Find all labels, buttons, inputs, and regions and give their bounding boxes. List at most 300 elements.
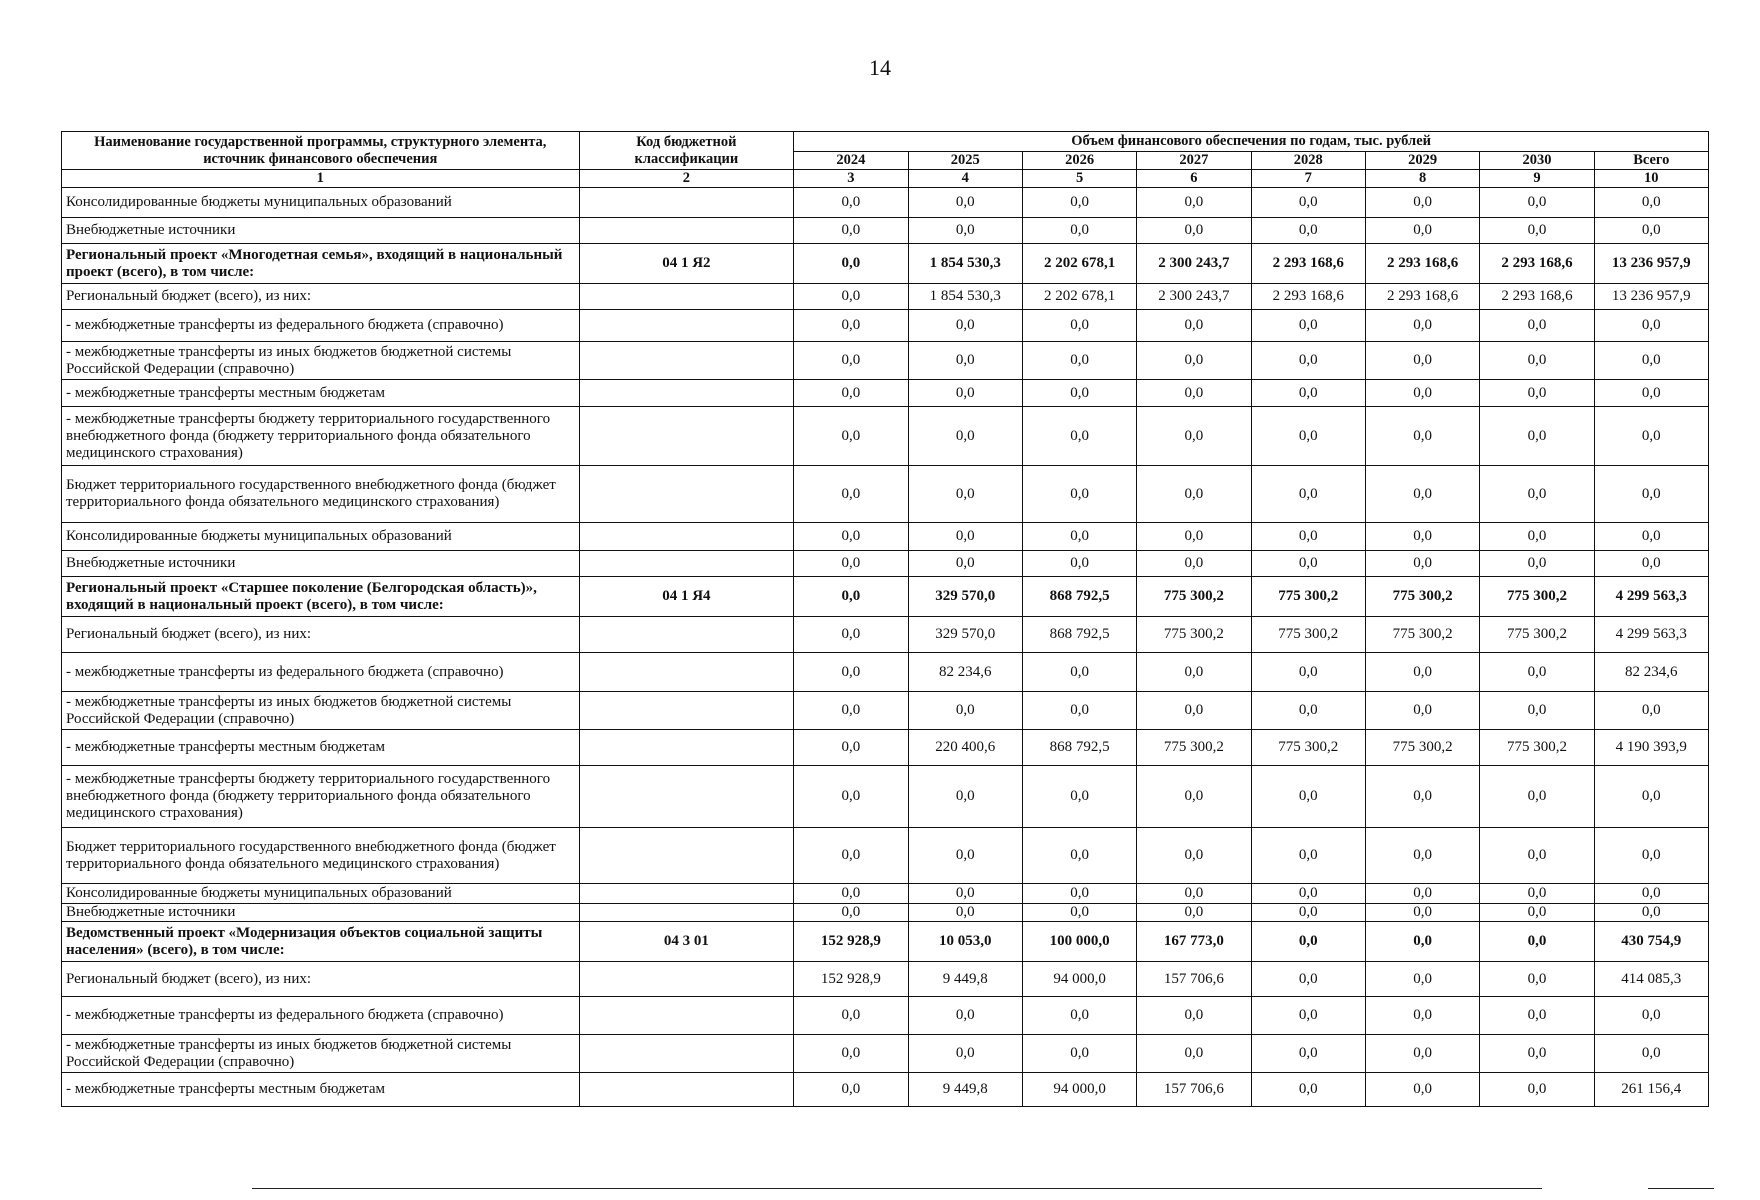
row-budget-code — [579, 617, 794, 653]
cell-2028: 2 293 168,6 — [1251, 284, 1365, 310]
table-row — [62, 1073, 1709, 1107]
header-year-2025: 2025 — [908, 152, 1022, 170]
row-budget-code — [579, 407, 794, 466]
cell-2030: 0,0 — [1480, 922, 1594, 962]
cell-total: 0,0 — [1594, 692, 1708, 730]
cell-2025: 0,0 — [908, 342, 1022, 380]
cell-2029: 0,0 — [1365, 962, 1479, 997]
cell-total: 0,0 — [1594, 310, 1708, 342]
row-name: Бюджет территориального государственного внебюджетного фонда (бюджет территориального фонда обязательного медицинского страхования) — [62, 466, 580, 523]
column-index: 6 — [1137, 170, 1251, 188]
header-code-column: Код бюджетной классификации — [579, 132, 794, 170]
cell-2026: 868 792,5 — [1022, 577, 1136, 617]
cell-total: 414 085,3 — [1594, 962, 1708, 997]
cell-2024: 0,0 — [794, 884, 908, 904]
cell-2028: 0,0 — [1251, 188, 1365, 218]
cell-2025: 0,0 — [908, 1035, 1022, 1073]
cell-2028: 0,0 — [1251, 884, 1365, 904]
cell-2028: 0,0 — [1251, 310, 1365, 342]
row-budget-code — [579, 1073, 794, 1107]
cell-total: 4 190 393,9 — [1594, 730, 1708, 766]
cell-2027: 0,0 — [1137, 766, 1251, 828]
cell-2030: 0,0 — [1480, 884, 1594, 904]
table-row — [62, 730, 1709, 766]
cell-2025: 329 570,0 — [908, 577, 1022, 617]
table-row — [62, 962, 1709, 997]
cell-2024: 0,0 — [794, 1073, 908, 1107]
cell-2024: 152 928,9 — [794, 962, 908, 997]
cell-2025: 0,0 — [908, 380, 1022, 407]
table-row — [62, 766, 1709, 828]
cell-2029: 0,0 — [1365, 1073, 1479, 1107]
cell-2025: 0,0 — [908, 692, 1022, 730]
cell-total: 0,0 — [1594, 380, 1708, 407]
cell-2028: 0,0 — [1251, 828, 1365, 884]
cell-2024: 0,0 — [794, 244, 908, 284]
cell-total: 0,0 — [1594, 1035, 1708, 1073]
cell-2028: 775 300,2 — [1251, 577, 1365, 617]
cell-total: 0,0 — [1594, 884, 1708, 904]
cell-2028: 0,0 — [1251, 904, 1365, 922]
cell-2025: 9 449,8 — [908, 962, 1022, 997]
table-row — [62, 188, 1709, 218]
cell-2025: 0,0 — [908, 523, 1022, 551]
header-year-2027: 2027 — [1137, 152, 1251, 170]
cell-total: 0,0 — [1594, 342, 1708, 380]
row-name: Региональный бюджет (всего), из них: — [62, 962, 580, 997]
cell-2025: 0,0 — [908, 828, 1022, 884]
cell-2026: 0,0 — [1022, 310, 1136, 342]
cell-2030: 0,0 — [1480, 218, 1594, 244]
cell-2027: 775 300,2 — [1137, 617, 1251, 653]
cell-2026: 0,0 — [1022, 380, 1136, 407]
row-budget-code — [579, 218, 794, 244]
cell-2025: 82 234,6 — [908, 653, 1022, 692]
cell-2027: 2 300 243,7 — [1137, 244, 1251, 284]
row-name: Региональный проект «Многодетная семья», входящий в национальный проект (всего), в том числе: — [62, 244, 580, 284]
cell-2030: 0,0 — [1480, 1035, 1594, 1073]
cell-2029: 775 300,2 — [1365, 730, 1479, 766]
row-budget-code — [579, 962, 794, 997]
table-row — [62, 653, 1709, 692]
row-budget-code — [579, 692, 794, 730]
cell-2024: 0,0 — [794, 997, 908, 1035]
cell-2030: 0,0 — [1480, 551, 1594, 577]
cell-total: 0,0 — [1594, 523, 1708, 551]
row-budget-code — [579, 828, 794, 884]
cell-2026: 2 202 678,1 — [1022, 284, 1136, 310]
row-name: Внебюджетные источники — [62, 904, 580, 922]
cell-2025: 10 053,0 — [908, 922, 1022, 962]
row-budget-code — [579, 653, 794, 692]
row-budget-code — [579, 466, 794, 523]
column-index: 4 — [908, 170, 1022, 188]
cell-2027: 157 706,6 — [1137, 1073, 1251, 1107]
cell-total: 0,0 — [1594, 997, 1708, 1035]
cell-2029: 0,0 — [1365, 188, 1479, 218]
table-row — [62, 310, 1709, 342]
column-index: 2 — [579, 170, 794, 188]
cell-total: 4 299 563,3 — [1594, 577, 1708, 617]
cell-2029: 0,0 — [1365, 904, 1479, 922]
header-year-2030: 2030 — [1480, 152, 1594, 170]
row-budget-code: 04 1 Я2 — [579, 244, 794, 284]
cell-total: 0,0 — [1594, 766, 1708, 828]
cell-2024: 0,0 — [794, 730, 908, 766]
cell-2028: 0,0 — [1251, 766, 1365, 828]
cell-2028: 775 300,2 — [1251, 730, 1365, 766]
table-row — [62, 466, 1709, 523]
table-row — [62, 904, 1709, 922]
table-row — [62, 1035, 1709, 1073]
financing-table — [61, 131, 1709, 1107]
cell-total: 0,0 — [1594, 407, 1708, 466]
column-index: 7 — [1251, 170, 1365, 188]
cell-2025: 0,0 — [908, 551, 1022, 577]
cell-2027: 167 773,0 — [1137, 922, 1251, 962]
table-row — [62, 551, 1709, 577]
page-number: 14 — [869, 55, 891, 80]
cell-2027: 0,0 — [1137, 218, 1251, 244]
cell-2026: 0,0 — [1022, 997, 1136, 1035]
row-budget-code — [579, 284, 794, 310]
cell-2027: 0,0 — [1137, 407, 1251, 466]
row-name: Региональный бюджет (всего), из них: — [62, 284, 580, 310]
cell-total: 4 299 563,3 — [1594, 617, 1708, 653]
table-row-project — [62, 922, 1709, 962]
cell-2028: 0,0 — [1251, 692, 1365, 730]
cell-2025: 329 570,0 — [908, 617, 1022, 653]
cell-2026: 868 792,5 — [1022, 617, 1136, 653]
cell-2029: 0,0 — [1365, 407, 1479, 466]
row-budget-code — [579, 904, 794, 922]
cell-2027: 0,0 — [1137, 884, 1251, 904]
row-budget-code — [579, 188, 794, 218]
cell-2030: 775 300,2 — [1480, 730, 1594, 766]
cell-2026: 0,0 — [1022, 407, 1136, 466]
cell-2028: 0,0 — [1251, 218, 1365, 244]
cell-2025: 0,0 — [908, 997, 1022, 1035]
cell-2028: 0,0 — [1251, 551, 1365, 577]
cell-2030: 0,0 — [1480, 828, 1594, 884]
table-row — [62, 342, 1709, 380]
cell-2027: 2 300 243,7 — [1137, 284, 1251, 310]
cell-2029: 0,0 — [1365, 551, 1479, 577]
table-body — [62, 188, 1709, 1107]
cell-2024: 0,0 — [794, 617, 908, 653]
cell-2026: 0,0 — [1022, 692, 1136, 730]
cell-total: 430 754,9 — [1594, 922, 1708, 962]
cell-2030: 0,0 — [1480, 466, 1594, 523]
cell-total: 13 236 957,9 — [1594, 284, 1708, 310]
cell-2025: 0,0 — [908, 904, 1022, 922]
header-total: Всего — [1594, 152, 1708, 170]
cell-2029: 0,0 — [1365, 828, 1479, 884]
header-volume-group: Объем финансового обеспечения по годам, тыс. рублей — [794, 132, 1709, 152]
row-name: - межбюджетные трансферты из федерального бюджета (справочно) — [62, 997, 580, 1035]
cell-2029: 0,0 — [1365, 310, 1479, 342]
cell-2026: 0,0 — [1022, 188, 1136, 218]
cell-2026: 0,0 — [1022, 1035, 1136, 1073]
row-name: - межбюджетные трансферты местным бюджетам — [62, 730, 580, 766]
cell-2026: 94 000,0 — [1022, 1073, 1136, 1107]
row-name: - межбюджетные трансферты местным бюджетам — [62, 1073, 580, 1107]
table-row — [62, 884, 1709, 904]
table-row-project — [62, 577, 1709, 617]
cell-2027: 0,0 — [1137, 828, 1251, 884]
cell-2030: 0,0 — [1480, 962, 1594, 997]
financing-table-container — [61, 131, 1709, 1107]
table-row — [62, 380, 1709, 407]
column-index: 10 — [1594, 170, 1708, 188]
cell-2025: 0,0 — [908, 884, 1022, 904]
cell-2028: 0,0 — [1251, 342, 1365, 380]
cell-2029: 0,0 — [1365, 218, 1479, 244]
cell-2030: 775 300,2 — [1480, 617, 1594, 653]
header-year-2029: 2029 — [1365, 152, 1479, 170]
cell-2024: 0,0 — [794, 828, 908, 884]
row-name: Региональный проект «Старшее поколение (Белгородская область)», входящий в национальный проект (всего), в том числе: — [62, 577, 580, 617]
row-name: - межбюджетные трансферты из иных бюджетов бюджетной системы Российской Федерации (справочно) — [62, 342, 580, 380]
cell-2027: 0,0 — [1137, 466, 1251, 523]
cell-total: 0,0 — [1594, 466, 1708, 523]
cell-2028: 2 293 168,6 — [1251, 244, 1365, 284]
cell-2027: 0,0 — [1137, 692, 1251, 730]
row-budget-code — [579, 551, 794, 577]
cell-2024: 0,0 — [794, 1035, 908, 1073]
cell-2024: 0,0 — [794, 342, 908, 380]
row-name: - межбюджетные трансферты из иных бюджетов бюджетной системы Российской Федерации (справочно) — [62, 1035, 580, 1073]
cell-2030: 0,0 — [1480, 407, 1594, 466]
cell-2030: 0,0 — [1480, 692, 1594, 730]
cell-2024: 0,0 — [794, 766, 908, 828]
cell-2024: 0,0 — [794, 284, 908, 310]
cell-2024: 0,0 — [794, 653, 908, 692]
cell-2026: 0,0 — [1022, 218, 1136, 244]
row-budget-code — [579, 310, 794, 342]
cell-2029: 0,0 — [1365, 380, 1479, 407]
row-budget-code: 04 3 01 — [579, 922, 794, 962]
cell-2028: 0,0 — [1251, 653, 1365, 692]
cell-2028: 0,0 — [1251, 380, 1365, 407]
cell-2029: 775 300,2 — [1365, 617, 1479, 653]
row-budget-code — [579, 997, 794, 1035]
cell-2027: 775 300,2 — [1137, 577, 1251, 617]
cell-2026: 2 202 678,1 — [1022, 244, 1136, 284]
row-name: Бюджет территориального государственного внебюджетного фонда (бюджет территориального фонда обязательного медицинского страхования) — [62, 828, 580, 884]
cell-total: 261 156,4 — [1594, 1073, 1708, 1107]
cell-2027: 0,0 — [1137, 551, 1251, 577]
header-year-2028: 2028 — [1251, 152, 1365, 170]
cell-2030: 0,0 — [1480, 342, 1594, 380]
cell-2024: 0,0 — [794, 692, 908, 730]
cell-2024: 0,0 — [794, 407, 908, 466]
row-name: Внебюджетные источники — [62, 551, 580, 577]
cell-2024: 0,0 — [794, 577, 908, 617]
cell-2025: 1 854 530,3 — [908, 284, 1022, 310]
table-row — [62, 523, 1709, 551]
cell-2025: 9 449,8 — [908, 1073, 1022, 1107]
row-name: Консолидированные бюджеты муниципальных образований — [62, 523, 580, 551]
cell-2026: 0,0 — [1022, 904, 1136, 922]
row-name: - межбюджетные трансферты из федерального бюджета (справочно) — [62, 653, 580, 692]
cell-2027: 775 300,2 — [1137, 730, 1251, 766]
cell-2028: 0,0 — [1251, 922, 1365, 962]
cell-2026: 0,0 — [1022, 342, 1136, 380]
cell-total: 0,0 — [1594, 188, 1708, 218]
row-budget-code — [579, 730, 794, 766]
cell-2026: 0,0 — [1022, 653, 1136, 692]
table-row — [62, 997, 1709, 1035]
row-budget-code — [579, 884, 794, 904]
row-name: Внебюджетные источники — [62, 218, 580, 244]
cell-2027: 157 706,6 — [1137, 962, 1251, 997]
row-name: - межбюджетные трансферты бюджету территориального государственного внебюджетного фонда (бюджету территориального фонда обязательного медицинского страхования) — [62, 407, 580, 466]
cell-2027: 0,0 — [1137, 188, 1251, 218]
cell-2025: 0,0 — [908, 766, 1022, 828]
cell-2030: 2 293 168,6 — [1480, 244, 1594, 284]
cell-2026: 0,0 — [1022, 551, 1136, 577]
cell-2030: 0,0 — [1480, 1073, 1594, 1107]
cell-2024: 0,0 — [794, 466, 908, 523]
cell-2024: 0,0 — [794, 380, 908, 407]
column-index: 8 — [1365, 170, 1479, 188]
cell-2030: 775 300,2 — [1480, 577, 1594, 617]
table-row-project — [62, 244, 1709, 284]
cell-2025: 220 400,6 — [908, 730, 1022, 766]
footer-rule-short — [1648, 1188, 1714, 1189]
cell-total: 82 234,6 — [1594, 653, 1708, 692]
row-name: - межбюджетные трансферты из иных бюджетов бюджетной системы Российской Федерации (справочно) — [62, 692, 580, 730]
table-row — [62, 218, 1709, 244]
cell-2024: 0,0 — [794, 904, 908, 922]
cell-2029: 0,0 — [1365, 692, 1479, 730]
cell-2029: 775 300,2 — [1365, 577, 1479, 617]
cell-2027: 0,0 — [1137, 904, 1251, 922]
row-name: Консолидированные бюджеты муниципальных образований — [62, 884, 580, 904]
row-name: Ведомственный проект «Модернизация объектов социальной защиты населения» (всего), в том числе: — [62, 922, 580, 962]
cell-2027: 0,0 — [1137, 523, 1251, 551]
cell-2029: 0,0 — [1365, 523, 1479, 551]
cell-2025: 1 854 530,3 — [908, 244, 1022, 284]
cell-2027: 0,0 — [1137, 380, 1251, 407]
row-name: - межбюджетные трансферты бюджету территориального государственного внебюджетного фонда (бюджету территориального фонда обязательного медицинского страхования) — [62, 766, 580, 828]
cell-2027: 0,0 — [1137, 1035, 1251, 1073]
cell-2029: 0,0 — [1365, 342, 1479, 380]
header-year-2026: 2026 — [1022, 152, 1136, 170]
cell-2024: 152 928,9 — [794, 922, 908, 962]
row-budget-code — [579, 523, 794, 551]
row-budget-code — [579, 1035, 794, 1073]
cell-2028: 0,0 — [1251, 1035, 1365, 1073]
cell-2027: 0,0 — [1137, 310, 1251, 342]
cell-total: 0,0 — [1594, 828, 1708, 884]
cell-2028: 0,0 — [1251, 407, 1365, 466]
cell-2029: 0,0 — [1365, 884, 1479, 904]
cell-2029: 0,0 — [1365, 997, 1479, 1035]
cell-2027: 0,0 — [1137, 342, 1251, 380]
cell-2030: 0,0 — [1480, 766, 1594, 828]
cell-total: 13 236 957,9 — [1594, 244, 1708, 284]
cell-2028: 0,0 — [1251, 523, 1365, 551]
cell-total: 0,0 — [1594, 551, 1708, 577]
column-index: 1 — [62, 170, 580, 188]
header-name-column: Наименование государственной программы, структурного элемента, источник финансового обеспечения — [62, 132, 580, 170]
cell-total: 0,0 — [1594, 904, 1708, 922]
cell-2025: 0,0 — [908, 310, 1022, 342]
row-name: - межбюджетные трансферты местным бюджетам — [62, 380, 580, 407]
cell-2026: 0,0 — [1022, 466, 1136, 523]
cell-2026: 94 000,0 — [1022, 962, 1136, 997]
cell-2028: 0,0 — [1251, 997, 1365, 1035]
column-index: 5 — [1022, 170, 1136, 188]
column-index: 9 — [1480, 170, 1594, 188]
cell-2029: 2 293 168,6 — [1365, 244, 1479, 284]
cell-2024: 0,0 — [794, 551, 908, 577]
table-row — [62, 692, 1709, 730]
row-name: Консолидированные бюджеты муниципальных образований — [62, 188, 580, 218]
row-budget-code: 04 1 Я4 — [579, 577, 794, 617]
column-index: 3 — [794, 170, 908, 188]
cell-2024: 0,0 — [794, 310, 908, 342]
cell-2024: 0,0 — [794, 188, 908, 218]
cell-2030: 0,0 — [1480, 653, 1594, 692]
cell-2025: 0,0 — [908, 218, 1022, 244]
cell-2029: 2 293 168,6 — [1365, 284, 1479, 310]
cell-2026: 868 792,5 — [1022, 730, 1136, 766]
row-name: - межбюджетные трансферты из федерального бюджета (справочно) — [62, 310, 580, 342]
table-row — [62, 828, 1709, 884]
footer-rule — [252, 1188, 1542, 1189]
cell-2026: 0,0 — [1022, 523, 1136, 551]
cell-2028: 775 300,2 — [1251, 617, 1365, 653]
cell-2029: 0,0 — [1365, 766, 1479, 828]
cell-2029: 0,0 — [1365, 466, 1479, 523]
cell-2028: 0,0 — [1251, 466, 1365, 523]
header-year-2024: 2024 — [794, 152, 908, 170]
cell-2030: 0,0 — [1480, 523, 1594, 551]
cell-2027: 0,0 — [1137, 653, 1251, 692]
cell-2030: 0,0 — [1480, 904, 1594, 922]
table-row — [62, 284, 1709, 310]
cell-total: 0,0 — [1594, 218, 1708, 244]
cell-2025: 0,0 — [908, 407, 1022, 466]
table-row — [62, 617, 1709, 653]
cell-2025: 0,0 — [908, 188, 1022, 218]
cell-2028: 0,0 — [1251, 1073, 1365, 1107]
cell-2025: 0,0 — [908, 466, 1022, 523]
cell-2024: 0,0 — [794, 523, 908, 551]
cell-2030: 0,0 — [1480, 380, 1594, 407]
table-row — [62, 407, 1709, 466]
row-budget-code — [579, 766, 794, 828]
cell-2029: 0,0 — [1365, 653, 1479, 692]
cell-2026: 100 000,0 — [1022, 922, 1136, 962]
cell-2026: 0,0 — [1022, 828, 1136, 884]
table-header — [62, 132, 1709, 188]
cell-2029: 0,0 — [1365, 922, 1479, 962]
cell-2026: 0,0 — [1022, 884, 1136, 904]
cell-2030: 2 293 168,6 — [1480, 284, 1594, 310]
cell-2030: 0,0 — [1480, 997, 1594, 1035]
row-budget-code — [579, 380, 794, 407]
cell-2027: 0,0 — [1137, 997, 1251, 1035]
cell-2030: 0,0 — [1480, 310, 1594, 342]
cell-2024: 0,0 — [794, 218, 908, 244]
row-name: Региональный бюджет (всего), из них: — [62, 617, 580, 653]
row-budget-code — [579, 342, 794, 380]
cell-2026: 0,0 — [1022, 766, 1136, 828]
